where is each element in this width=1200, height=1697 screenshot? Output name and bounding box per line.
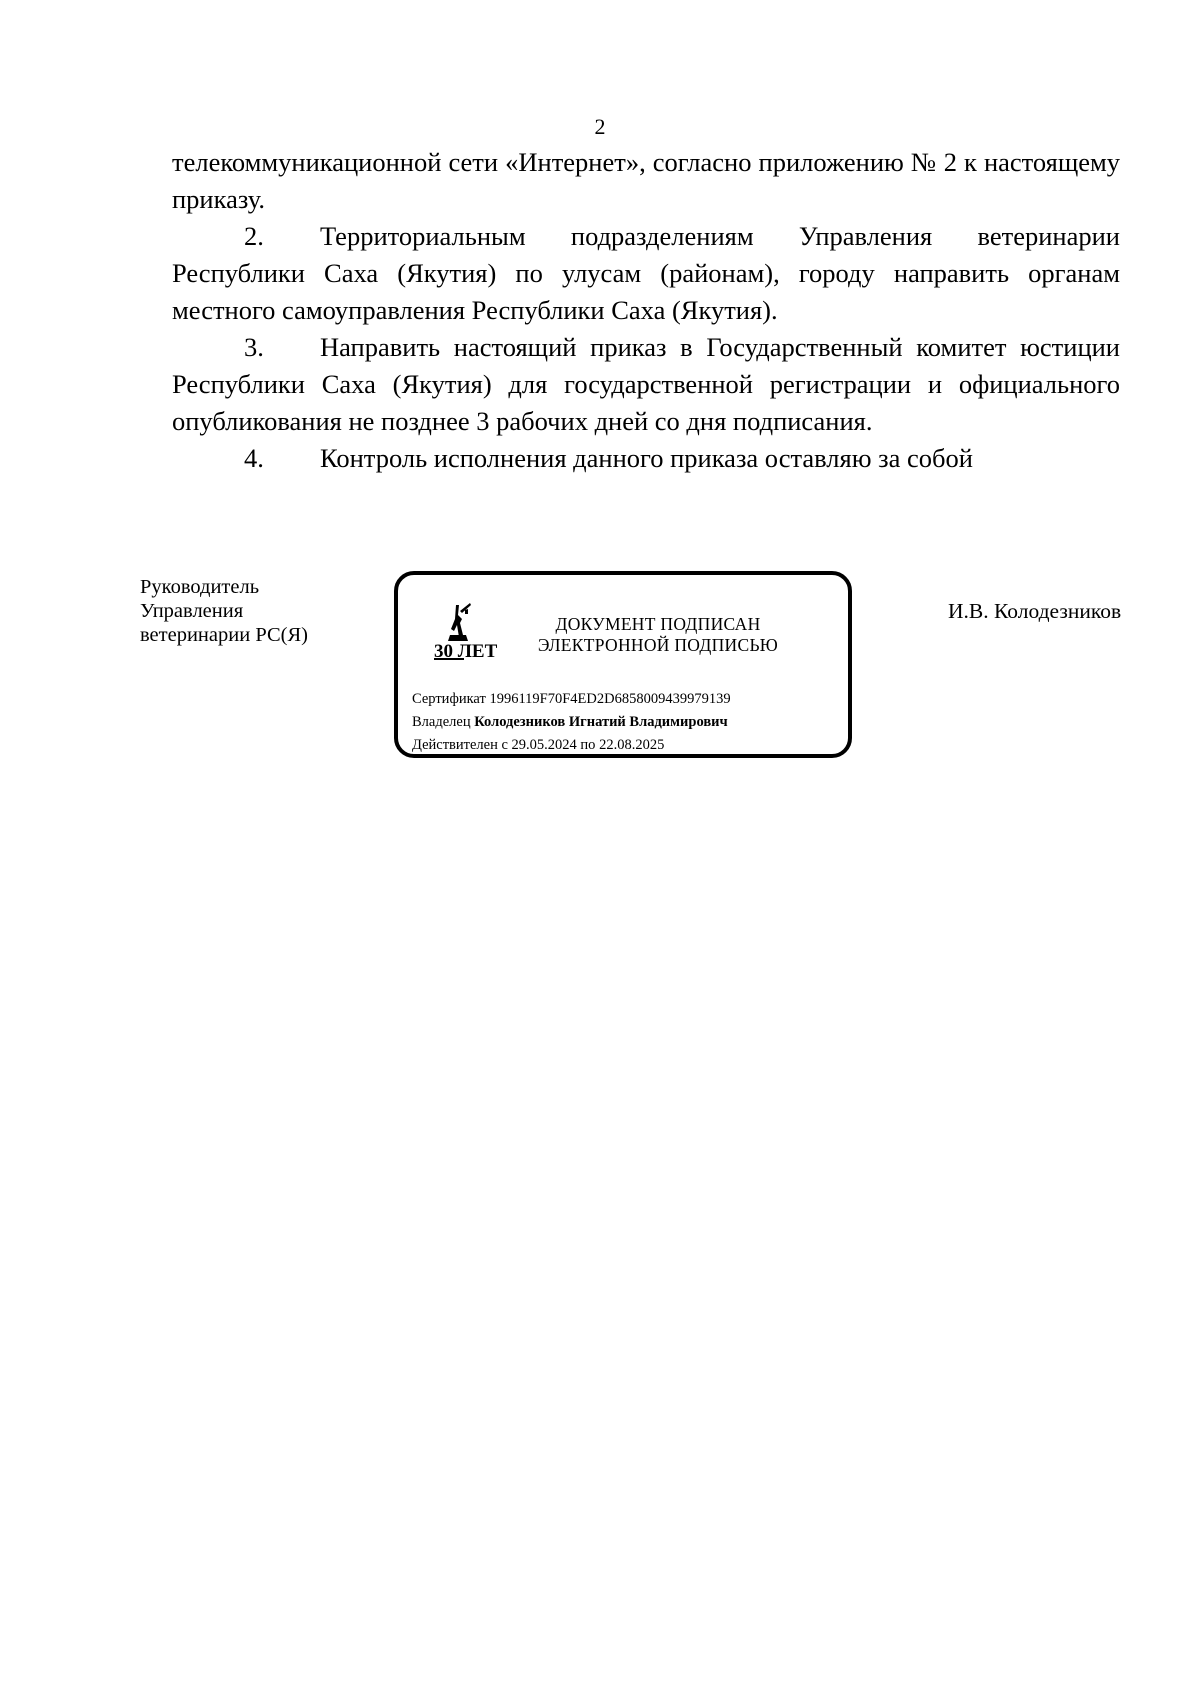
anniversary-emblem-icon — [432, 601, 498, 667]
validity-label: Действителен с — [412, 737, 508, 753]
paragraph-2 — [172, 218, 1120, 329]
emblem-lettering: 30 ЛЕТ — [434, 641, 498, 662]
paragraph-4 — [172, 440, 1120, 477]
stamp-header-line: ЭЛЕКТРОННОЙ ПОДПИСЬЮ — [537, 635, 779, 655]
certificate-value: 1996119F70F4ED2D6858009439979139 — [489, 691, 731, 707]
continuation-paragraph: телекоммуникационной сети «Интернет», согласно приложению № 2 к настоящему приказу. — [172, 147, 1120, 214]
paragraph-text: Направить настоящий приказ в Государственный комитет юстиции Республики Саха (Якутия) для государственной регистрации и официального опубликования не позднее 3 рабочих дней со дня подписания. — [172, 332, 1120, 436]
document-body — [172, 144, 1120, 477]
valid-to: 22.08.2025 — [599, 737, 665, 753]
paragraph-number: 4. — [244, 443, 264, 473]
certificate-line — [412, 688, 842, 711]
validity-to-label: по — [580, 737, 596, 753]
paragraph-text: Контроль исполнения данного приказа оставляю за собой — [320, 443, 973, 473]
valid-from: 29.05.2024 — [511, 737, 577, 753]
paragraph-number: 2. — [244, 221, 264, 251]
owner-line — [412, 711, 842, 734]
owner-label: Владелец — [412, 714, 471, 730]
electronic-signature-stamp — [394, 571, 852, 758]
owner-value: Колодезников Игнатий Владимирович — [474, 714, 728, 730]
signer-position — [140, 575, 380, 647]
signer-position-line: Управления — [140, 600, 244, 622]
paragraph-3 — [172, 329, 1120, 440]
stamp-header-line: ДОКУМЕНТ ПОДПИСАН — [555, 614, 761, 634]
validity-line — [412, 734, 842, 757]
certificate-label: Сертификат — [412, 691, 486, 707]
signer-name: И.В. Колодезников — [948, 599, 1122, 623]
paragraph-text: Территориальным подразделениям Управления ветеринарии Республики Саха (Якутия) по улусам (районам), городу направить органам местного самоуправления Республики Саха (Якутия). — [172, 221, 1120, 325]
paragraph-number: 3. — [244, 332, 264, 362]
stamp-header — [498, 614, 818, 656]
signer-position-line: ветеринарии РС(Я) — [140, 624, 308, 646]
signer-position-line: Руководитель — [140, 576, 260, 598]
page-number: 2 — [594, 114, 606, 139]
stamp-details — [412, 688, 842, 757]
